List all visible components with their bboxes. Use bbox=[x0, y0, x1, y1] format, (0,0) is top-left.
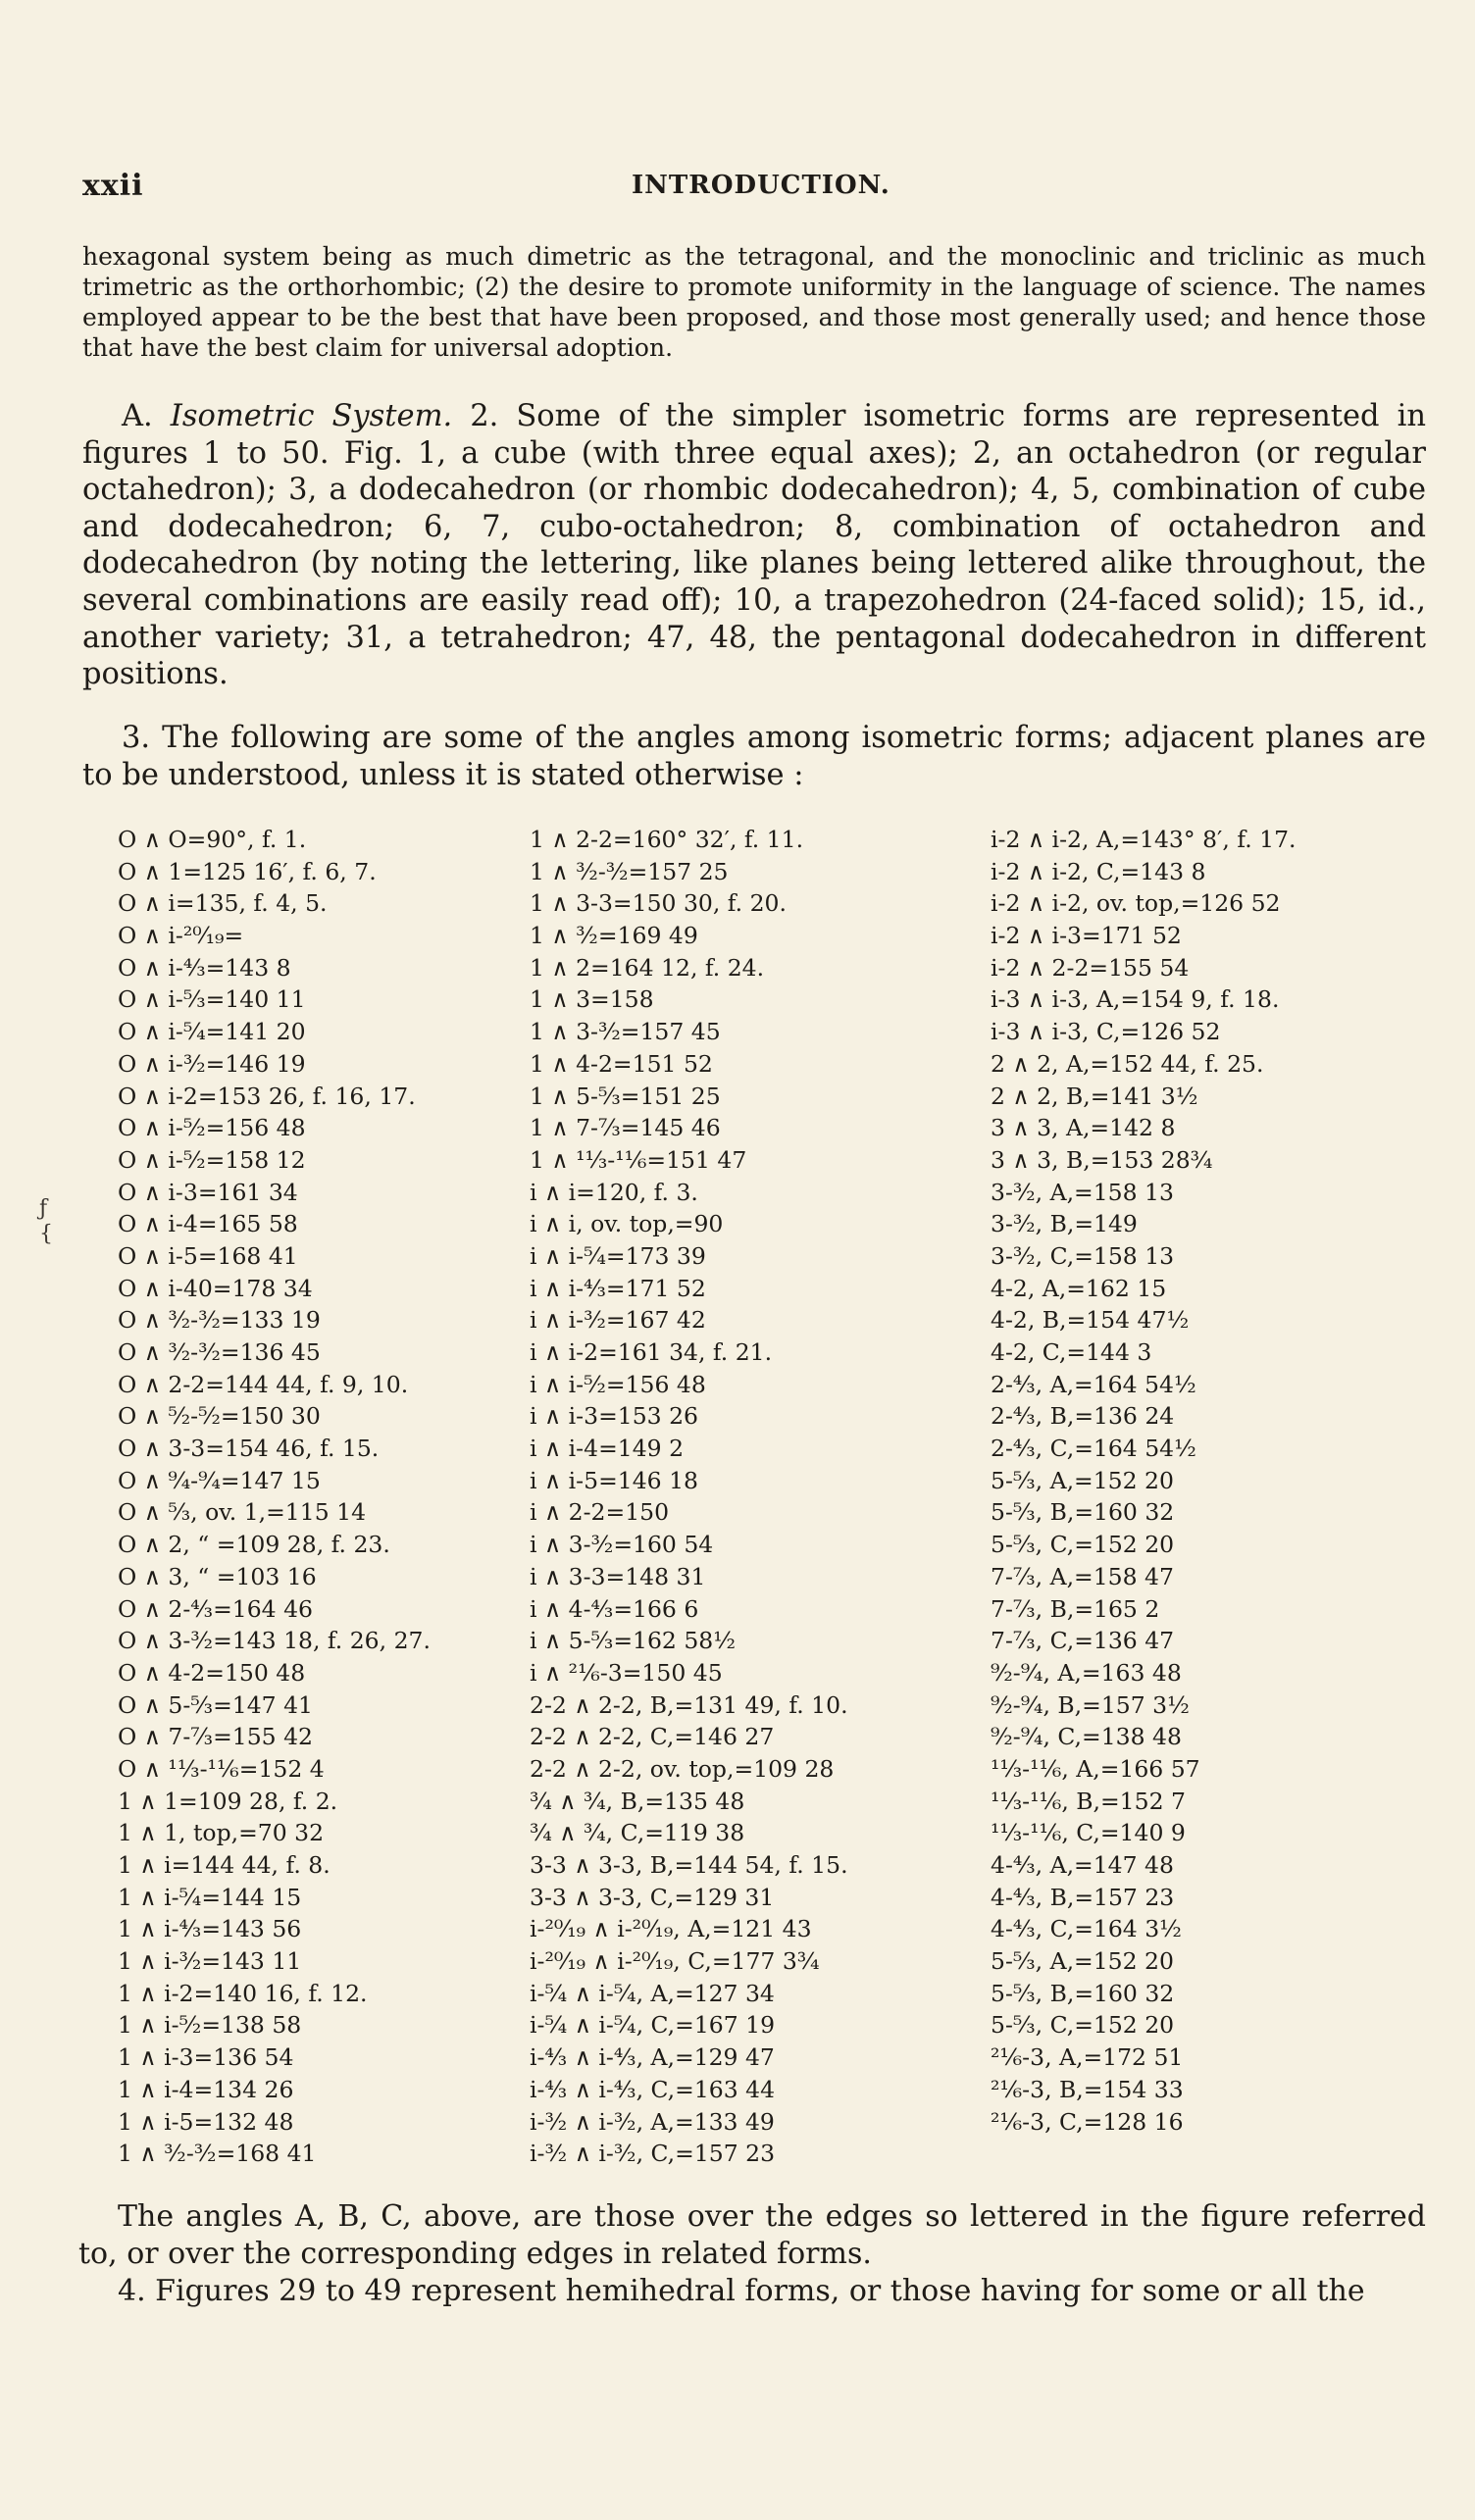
angle-entry: 7-⁷⁄₃, B,=165 2 bbox=[991, 1594, 1160, 1623]
section-a-paragraph bbox=[82, 398, 1426, 693]
angle-entry: 1 ∧ ³⁄₂-³⁄₂=168 41 bbox=[118, 2140, 317, 2168]
angle-entry: i ∧ i-2=161 34, f. 21. bbox=[530, 1338, 773, 1366]
angle-entry: i-3 ∧ i-3, A,=154 9, f. 18. bbox=[991, 985, 1280, 1014]
angle-entry: ³⁄₄ ∧ ³⁄₄, B,=135 48 bbox=[530, 1787, 745, 1815]
section-a-label: A. bbox=[122, 399, 153, 433]
angle-entry: 2-⁴⁄₃, A,=164 54½ bbox=[991, 1370, 1196, 1398]
angle-entry: O ∧ i-4=165 58 bbox=[118, 1210, 298, 1238]
angle-entry: 5-⁵⁄₃, B,=160 32 bbox=[991, 1498, 1175, 1527]
angle-entry: 2-2 ∧ 2-2, B,=131 49, f. 10. bbox=[530, 1690, 848, 1719]
angle-entry: O ∧ O=90°, f. 1. bbox=[118, 826, 307, 853]
angle-entry: i ∧ i-5=146 18 bbox=[530, 1466, 698, 1494]
angle-entry: 3-3 ∧ 3-3, B,=144 54, f. 15. bbox=[530, 1851, 848, 1879]
angle-entry: 1 ∧ 1, top,=70 32 bbox=[118, 1819, 325, 1847]
angle-entry: i-2 ∧ i-2, A,=143° 8′, f. 17. bbox=[991, 826, 1297, 853]
section-a-text: 2. Some of the simpler isometric forms are represented in figures 1 to 50. Fig. 1, a cube (with three equal axes); 2, an octahedron (or regular octahedron); 3, a dodecahedron (or rhombic dodecahedron); 4, 5, combination of cube and dodecahedron; 6, 7, cubo-octahedron; 8, combination of octahedron and dodecahedron (by noting the lettering, like planes being lettered alike throughout, the several combinations are easily read off); 10, a trapezohedron (24-faced solid); 15, id., another variety; 31, a tetrahedron; 47, 48, the pentagonal dodecahedron in different positions. bbox=[82, 399, 1426, 692]
angles-column-3 bbox=[991, 824, 1297, 2138]
angle-entry: 4-⁴⁄₃, C,=164 3½ bbox=[991, 1915, 1182, 1943]
angle-entry: i-³⁄₂ ∧ i-³⁄₂, A,=133 49 bbox=[530, 2107, 775, 2136]
angle-entry: O ∧ 3-³⁄₂=143 18, f. 26, 27. bbox=[118, 1627, 431, 1655]
angle-entry: i ∧ 3-3=148 31 bbox=[530, 1562, 706, 1590]
angle-entry: ⁹⁄₂-⁹⁄₄, B,=157 3½ bbox=[991, 1690, 1190, 1719]
angle-entry: 5-⁵⁄₃, C,=152 20 bbox=[991, 1531, 1175, 1559]
angle-entry: i ∧ ²¹⁄₆-3=150 45 bbox=[530, 1658, 723, 1687]
angle-entry: O ∧ i-3=161 34 bbox=[118, 1178, 298, 1206]
angle-entry: 5-⁵⁄₃, C,=152 20 bbox=[991, 2011, 1175, 2040]
angle-entry: 3 ∧ 3, B,=153 28¾ bbox=[991, 1145, 1213, 1174]
angle-entry: 1 ∧ ³⁄₂=169 49 bbox=[530, 922, 698, 950]
angle-entry: O ∧ i-⁵⁄₂=156 48 bbox=[118, 1114, 306, 1142]
angle-entry: O ∧ i-⁴⁄₃=143 8 bbox=[118, 953, 291, 982]
angles-column-1 bbox=[118, 824, 431, 2170]
angle-entry: i-³⁄₂ ∧ i-³⁄₂, C,=157 23 bbox=[530, 2140, 776, 2168]
angle-entry: 4-2, B,=154 47½ bbox=[991, 1306, 1190, 1335]
angle-entry: 1 ∧ i-³⁄₂=143 11 bbox=[118, 1947, 302, 1976]
angle-entry: O ∧ 4-2=150 48 bbox=[118, 1658, 306, 1687]
angle-entry: ¹¹⁄₃-¹¹⁄₆, A,=166 57 bbox=[991, 1754, 1200, 1783]
angle-entry: O ∧ i-⁵⁄₂=158 12 bbox=[118, 1145, 306, 1174]
angle-entry: 1 ∧ ³⁄₂-³⁄₂=157 25 bbox=[530, 857, 729, 885]
page-header bbox=[82, 169, 1410, 208]
angle-entry: O ∧ ³⁄₂-³⁄₂=133 19 bbox=[118, 1306, 321, 1335]
angle-entry: i-²⁰⁄₁₉ ∧ i-²⁰⁄₁₉, C,=177 3¾ bbox=[530, 1947, 820, 1976]
angle-entry: O ∧ i-5=168 41 bbox=[118, 1241, 298, 1270]
angle-entry: 3-³⁄₂, B,=149 bbox=[991, 1210, 1138, 1238]
angle-entry: O ∧ ⁵⁄₂-⁵⁄₂=150 30 bbox=[118, 1402, 321, 1431]
angle-entry: 1 ∧ i-4=134 26 bbox=[118, 2075, 294, 2103]
angle-entry: i-⁴⁄₃ ∧ i-⁴⁄₃, C,=163 44 bbox=[530, 2075, 776, 2103]
angle-entry: 3 ∧ 3, A,=142 8 bbox=[991, 1114, 1176, 1142]
paragraph-3 bbox=[82, 720, 1426, 793]
angle-entry: O ∧ ⁹⁄₄-⁹⁄₄=147 15 bbox=[118, 1466, 321, 1494]
angle-entry: ²¹⁄₆-3, A,=172 51 bbox=[991, 2043, 1184, 2072]
paragraph-4 bbox=[78, 2273, 1426, 2310]
angle-entry: 3-³⁄₂, C,=158 13 bbox=[991, 1241, 1175, 1270]
angle-entry: ³⁄₄ ∧ ³⁄₄, C,=119 38 bbox=[530, 1819, 745, 1847]
angle-entry: i ∧ i-³⁄₂=167 42 bbox=[530, 1306, 706, 1335]
page-number: xxii bbox=[82, 169, 144, 203]
angle-entry: 3-³⁄₂, A,=158 13 bbox=[991, 1178, 1174, 1206]
angle-entry: 1 ∧ 4-2=151 52 bbox=[530, 1049, 713, 1078]
angle-entry: i ∧ 2-2=150 bbox=[530, 1498, 670, 1527]
angle-entry: i ∧ i-⁴⁄₃=171 52 bbox=[530, 1274, 706, 1302]
angle-entry: i-²⁰⁄₁₉ ∧ i-²⁰⁄₁₉, A,=121 43 bbox=[530, 1915, 812, 1943]
angle-entry: i-2 ∧ 2-2=155 54 bbox=[991, 953, 1190, 982]
angle-entry: 2-2 ∧ 2-2, ov. top,=109 28 bbox=[530, 1754, 835, 1783]
angle-entry: ²¹⁄₆-3, B,=154 33 bbox=[991, 2075, 1184, 2103]
angle-entry: 5-⁵⁄₃, A,=152 20 bbox=[991, 1947, 1174, 1976]
angle-entry: 1 ∧ i-3=136 54 bbox=[118, 2043, 294, 2072]
angle-entry: O ∧ i-³⁄₂=146 19 bbox=[118, 1049, 306, 1078]
angle-entry: O ∧ 2, “ =109 28, f. 23. bbox=[118, 1531, 390, 1559]
angle-entry: 1 ∧ 7-⁷⁄₃=145 46 bbox=[530, 1114, 721, 1142]
angle-entry: 1 ∧ 1=109 28, f. 2. bbox=[118, 1787, 338, 1815]
angle-entry: i ∧ 3-³⁄₂=160 54 bbox=[530, 1531, 714, 1559]
angle-entry: O ∧ 1=125 16′, f. 6, 7. bbox=[118, 857, 377, 885]
angles-column-2 bbox=[530, 824, 848, 2170]
angle-entry: i-⁵⁄₄ ∧ i-⁵⁄₄, C,=167 19 bbox=[530, 2011, 776, 2040]
angle-entry: O ∧ i=135, f. 4, 5. bbox=[118, 889, 328, 918]
angle-entry: i ∧ i, ov. top,=90 bbox=[530, 1210, 724, 1238]
angle-entry: 1 ∧ ¹¹⁄₃-¹¹⁄₆=151 47 bbox=[530, 1145, 747, 1174]
angle-entry: 5-⁵⁄₃, B,=160 32 bbox=[991, 1979, 1175, 2007]
intro-paragraph: hexagonal system being as much dimetric as the tetragonal, and the monoclinic and triclinic as much trimetric as the orthorhombic; (2) the desire to promote uniformity in the language of science. The names employed appear to be the best that have been proposed, and those most generally used; and hence those that have the best claim for universal adoption. bbox=[82, 242, 1426, 362]
angle-entry: i ∧ i-⁵⁄₄=173 39 bbox=[530, 1241, 706, 1270]
angle-entry: O ∧ i-²⁰⁄₁₉= bbox=[118, 922, 244, 950]
angle-entry: 1 ∧ i-⁵⁄₄=144 15 bbox=[118, 1883, 302, 1911]
angle-entry: 1 ∧ 3-³⁄₂=157 45 bbox=[530, 1018, 721, 1046]
angle-entry: 2-2 ∧ 2-2, C,=146 27 bbox=[530, 1723, 775, 1751]
angle-entry: ¹¹⁄₃-¹¹⁄₆, C,=140 9 bbox=[991, 1819, 1186, 1847]
angle-entry: 2 ∧ 2, A,=152 44, f. 25. bbox=[991, 1049, 1264, 1078]
angle-entry: O ∧ ³⁄₂-³⁄₂=136 45 bbox=[118, 1338, 321, 1366]
angle-entry: ²¹⁄₆-3, C,=128 16 bbox=[991, 2107, 1184, 2136]
angle-entry: 2-⁴⁄₃, C,=164 54½ bbox=[991, 1435, 1196, 1463]
angle-entry: i-2 ∧ i-2, ov. top,=126 52 bbox=[991, 889, 1281, 918]
angle-entry: i ∧ i-4=149 2 bbox=[530, 1435, 685, 1463]
angle-entry: ¹¹⁄₃-¹¹⁄₆, B,=152 7 bbox=[991, 1787, 1186, 1815]
angle-entry: i ∧ 4-⁴⁄₃=166 6 bbox=[530, 1594, 699, 1623]
angle-entry: 7-⁷⁄₃, A,=158 47 bbox=[991, 1562, 1174, 1590]
angle-entry: O ∧ ⁵⁄₃, ov. 1,=115 14 bbox=[118, 1498, 367, 1527]
angle-entry: 4-⁴⁄₃, B,=157 23 bbox=[991, 1883, 1175, 1911]
angle-entry: 1 ∧ 3=158 bbox=[530, 985, 654, 1014]
angle-entry: 1 ∧ 3-3=150 30, f. 20. bbox=[530, 889, 787, 918]
footnote-angles-text: The angles A, B, C, above, are those over the edges so lettered in the figure referred to, or over the corresponding edges in related forms. bbox=[78, 2199, 1426, 2271]
angle-entry: O ∧ ¹¹⁄₃-¹¹⁄₆=152 4 bbox=[118, 1754, 325, 1783]
footnote-angles bbox=[78, 2198, 1426, 2273]
angle-entry: i-⁵⁄₄ ∧ i-⁵⁄₄, A,=127 34 bbox=[530, 1979, 775, 2007]
angle-entry: O ∧ i-40=178 34 bbox=[118, 1274, 313, 1302]
angle-entry: O ∧ i-⁵⁄₄=141 20 bbox=[118, 1018, 306, 1046]
angle-entry: i-3 ∧ i-3, C,=126 52 bbox=[991, 1018, 1221, 1046]
angle-entry: 1 ∧ i-⁴⁄₃=143 56 bbox=[118, 1915, 302, 1943]
angle-entry: 1 ∧ i-⁵⁄₂=138 58 bbox=[118, 2011, 302, 2040]
angle-entry: 1 ∧ 5-⁵⁄₃=151 25 bbox=[530, 1082, 721, 1110]
angle-entry: O ∧ 2-2=144 44, f. 9, 10. bbox=[118, 1370, 409, 1398]
angle-entry: 2 ∧ 2, B,=141 3½ bbox=[991, 1082, 1198, 1110]
angle-entry: i ∧ i=120, f. 3. bbox=[530, 1178, 698, 1206]
angle-entry: 1 ∧ i-2=140 16, f. 12. bbox=[118, 1979, 368, 2007]
angle-entry: i-2 ∧ i-2, C,=143 8 bbox=[991, 857, 1206, 885]
angle-entry: i ∧ i-3=153 26 bbox=[530, 1402, 698, 1431]
angle-entry: O ∧ i-2=153 26, f. 16, 17. bbox=[118, 1082, 416, 1110]
paragraph-4-text: 4. Figures 29 to 49 represent hemihedral forms, or those having for some or all the bbox=[118, 2274, 1365, 2308]
angle-entry: 1 ∧ 2=164 12, f. 24. bbox=[530, 953, 765, 982]
angle-entry: 1 ∧ i=144 44, f. 8. bbox=[118, 1851, 331, 1879]
angle-entry: 7-⁷⁄₃, C,=136 47 bbox=[991, 1627, 1175, 1655]
margin-mark: ƒ { bbox=[39, 1196, 53, 1246]
angle-entry: i ∧ i-⁵⁄₂=156 48 bbox=[530, 1370, 706, 1398]
running-title: INTRODUCTION. bbox=[632, 171, 890, 200]
angle-entry: ⁹⁄₂-⁹⁄₄, A,=163 48 bbox=[991, 1658, 1182, 1687]
angle-entry: 4-2, A,=162 15 bbox=[991, 1274, 1167, 1302]
angle-entry: ⁹⁄₂-⁹⁄₄, C,=138 48 bbox=[991, 1723, 1182, 1751]
angle-entry: 1 ∧ i-5=132 48 bbox=[118, 2107, 294, 2136]
angle-entry: 5-⁵⁄₃, A,=152 20 bbox=[991, 1466, 1174, 1494]
angle-entry: i ∧ 5-⁵⁄₃=162 58½ bbox=[530, 1627, 737, 1655]
angle-entry: 1 ∧ 2-2=160° 32′, f. 11. bbox=[530, 826, 804, 853]
angle-entry: O ∧ i-⁵⁄₃=140 11 bbox=[118, 985, 306, 1014]
angle-entry: 4-2, C,=144 3 bbox=[991, 1338, 1152, 1366]
paragraph-3-text: 3. The following are some of the angles among isometric forms; adjacent planes are to be understood, unless it is stated otherwise : bbox=[82, 721, 1426, 792]
angle-entry: i-2 ∧ i-3=171 52 bbox=[991, 922, 1182, 950]
angle-entry: i-⁴⁄₃ ∧ i-⁴⁄₃, A,=129 47 bbox=[530, 2043, 775, 2072]
angle-entry: 3-3 ∧ 3-3, C,=129 31 bbox=[530, 1883, 775, 1911]
section-a-title: Isometric System. bbox=[170, 399, 453, 433]
angle-entry: 2-⁴⁄₃, B,=136 24 bbox=[991, 1402, 1175, 1431]
angle-entry: O ∧ 5-⁵⁄₃=147 41 bbox=[118, 1690, 313, 1719]
angle-entry: O ∧ 3-3=154 46, f. 15. bbox=[118, 1435, 380, 1463]
angle-entry: 4-⁴⁄₃, A,=147 48 bbox=[991, 1851, 1174, 1879]
angle-entry: O ∧ 7-⁷⁄₃=155 42 bbox=[118, 1723, 313, 1751]
angle-entry: O ∧ 2-⁴⁄₃=164 46 bbox=[118, 1594, 313, 1623]
angle-entry: O ∧ 3, “ =103 16 bbox=[118, 1562, 317, 1590]
